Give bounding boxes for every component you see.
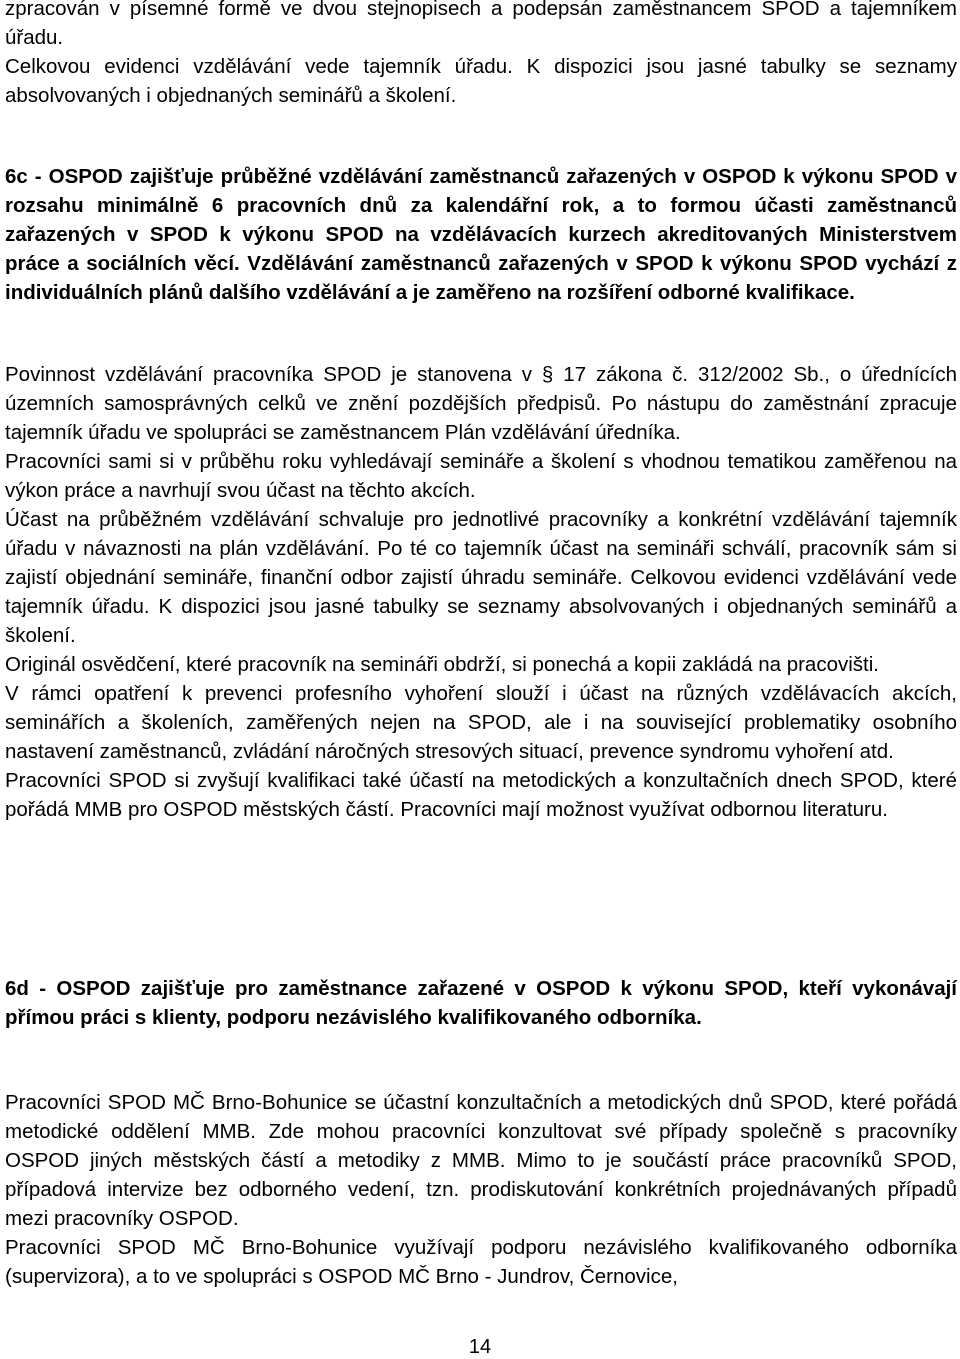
section-6c-paragraph-5: V rámci opatření k prevenci profesního vyhoření slouží i účast na různých vzdělávacích akcích, seminářích a školeních, zaměřených nejen na SPOD, ale i na související problematiky osobního nastavení zaměstnanců, zvládání náročných stresových situací, prevence syndromu vyhoření atd. <box>5 682 957 763</box>
page-number: 14 <box>468 1336 492 1358</box>
section-6c-paragraph-4: Originál osvědčení, které pracovník na semináři obdrží, si ponechá a kopii zakládá na pracovišti. <box>5 653 879 676</box>
intro-block <box>5 0 957 110</box>
section-6d-paragraph-1: Pracovníci SPOD MČ Brno-Bohunice se účastní konzultačních a metodických dnů SPOD, které pořádá metodické oddělení MMB. Zde mohou pracovníci konzultovat své případy společně s pracovníky OSPOD jiných městských částí a metodiky z MMB. Mimo to je součástí práce pracovníků SPOD, případová intervize bez odborného vedení, tzn. prodiskutování konkrétních projednávaných případů mezi pracovníky OSPOD. <box>5 1091 957 1230</box>
section-6c-heading-block <box>5 162 957 307</box>
section-6d-heading-block <box>5 974 957 1032</box>
section-6c-paragraph-2: Pracovníci sami si v průběhu roku vyhledávají semináře a školení s vhodnou tematikou zaměřenou na výkon práce a navrhují svou účast na těchto akcích. <box>5 450 957 502</box>
section-6c-body <box>5 360 957 824</box>
section-6c-heading: 6c - OSPOD zajišťuje průběžné vzdělávání zaměstnanců zařazených v OSPOD k výkonu SPOD v rozsahu minimálně 6 pracovních dnů za kalendářní rok, a to formou účasti zaměstnanců zařazených v SPOD k výkonu SPOD na vzdělávacích kurzech akreditovaných Ministerstvem práce a sociálních věcí. Vzdělávání zaměstnanců zařazených v SPOD k výkonu SPOD vychází z individuálních plánů dalšího vzdělávání a je zaměřeno na rozšíření odborné kvalifikace. <box>5 165 957 304</box>
section-6c-paragraph-3: Účast na průběžném vzdělávání schvaluje pro jednotlivé pracovníky a konkrétní vzdělávání tajemník úřadu v návaznosti na plán vzdělávání. Po té co tajemník účast na semináři schválí, pracovník sám si zajistí objednání semináře, finanční odbor zajistí úhradu semináře. Celkovou evidenci vzdělávání vede tajemník úřadu. K dispozici jsou jasné tabulky se seznamy absolvovaných i objednaných seminářů a školení. <box>5 508 957 647</box>
section-6d-paragraph-2: Pracovníci SPOD MČ Brno-Bohunice využívají podporu nezávislého kvalifikovaného odborníka (supervizora), a to ve spolupráci s OSPOD MČ Brno - Jundrov, Černovice, <box>5 1236 957 1288</box>
section-6c-paragraph-6: Pracovníci SPOD si zvyšují kvalifikaci také účastí na metodických a konzultačních dnech SPOD, které pořádá MMB pro OSPOD městských částí. Pracovníci mají možnost využívat odbornou literaturu. <box>5 769 957 821</box>
intro-paragraph-2: Celkovou evidenci vzdělávání vede tajemník úřadu. K dispozici jsou jasné tabulky se seznamy absolvovaných i objednaných seminářů a školení. <box>5 55 957 107</box>
intro-paragraph-1: zpracován v písemné formě ve dvou stejnopisech a podepsán zaměstnancem SPOD a tajemníkem úřadu. <box>5 0 957 49</box>
section-6d-heading: 6d - OSPOD zajišťuje pro zaměstnance zařazené v OSPOD k výkonu SPOD, kteří vykonávají přímou práci s klienty, podporu nezávislého kvalifikovaného odborníka. <box>5 977 957 1029</box>
section-6c-paragraph-1: Povinnost vzdělávání pracovníka SPOD je stanovena v § 17 zákona č. 312/2002 Sb., o úřednících územních samosprávných celků ve znění pozdějších předpisů. Po nástupu do zaměstnání zpracuje tajemník úřadu ve spolupráci se zaměstnancem Plán vzdělávání úředníka. <box>5 363 957 444</box>
section-6d-body <box>5 1088 957 1291</box>
